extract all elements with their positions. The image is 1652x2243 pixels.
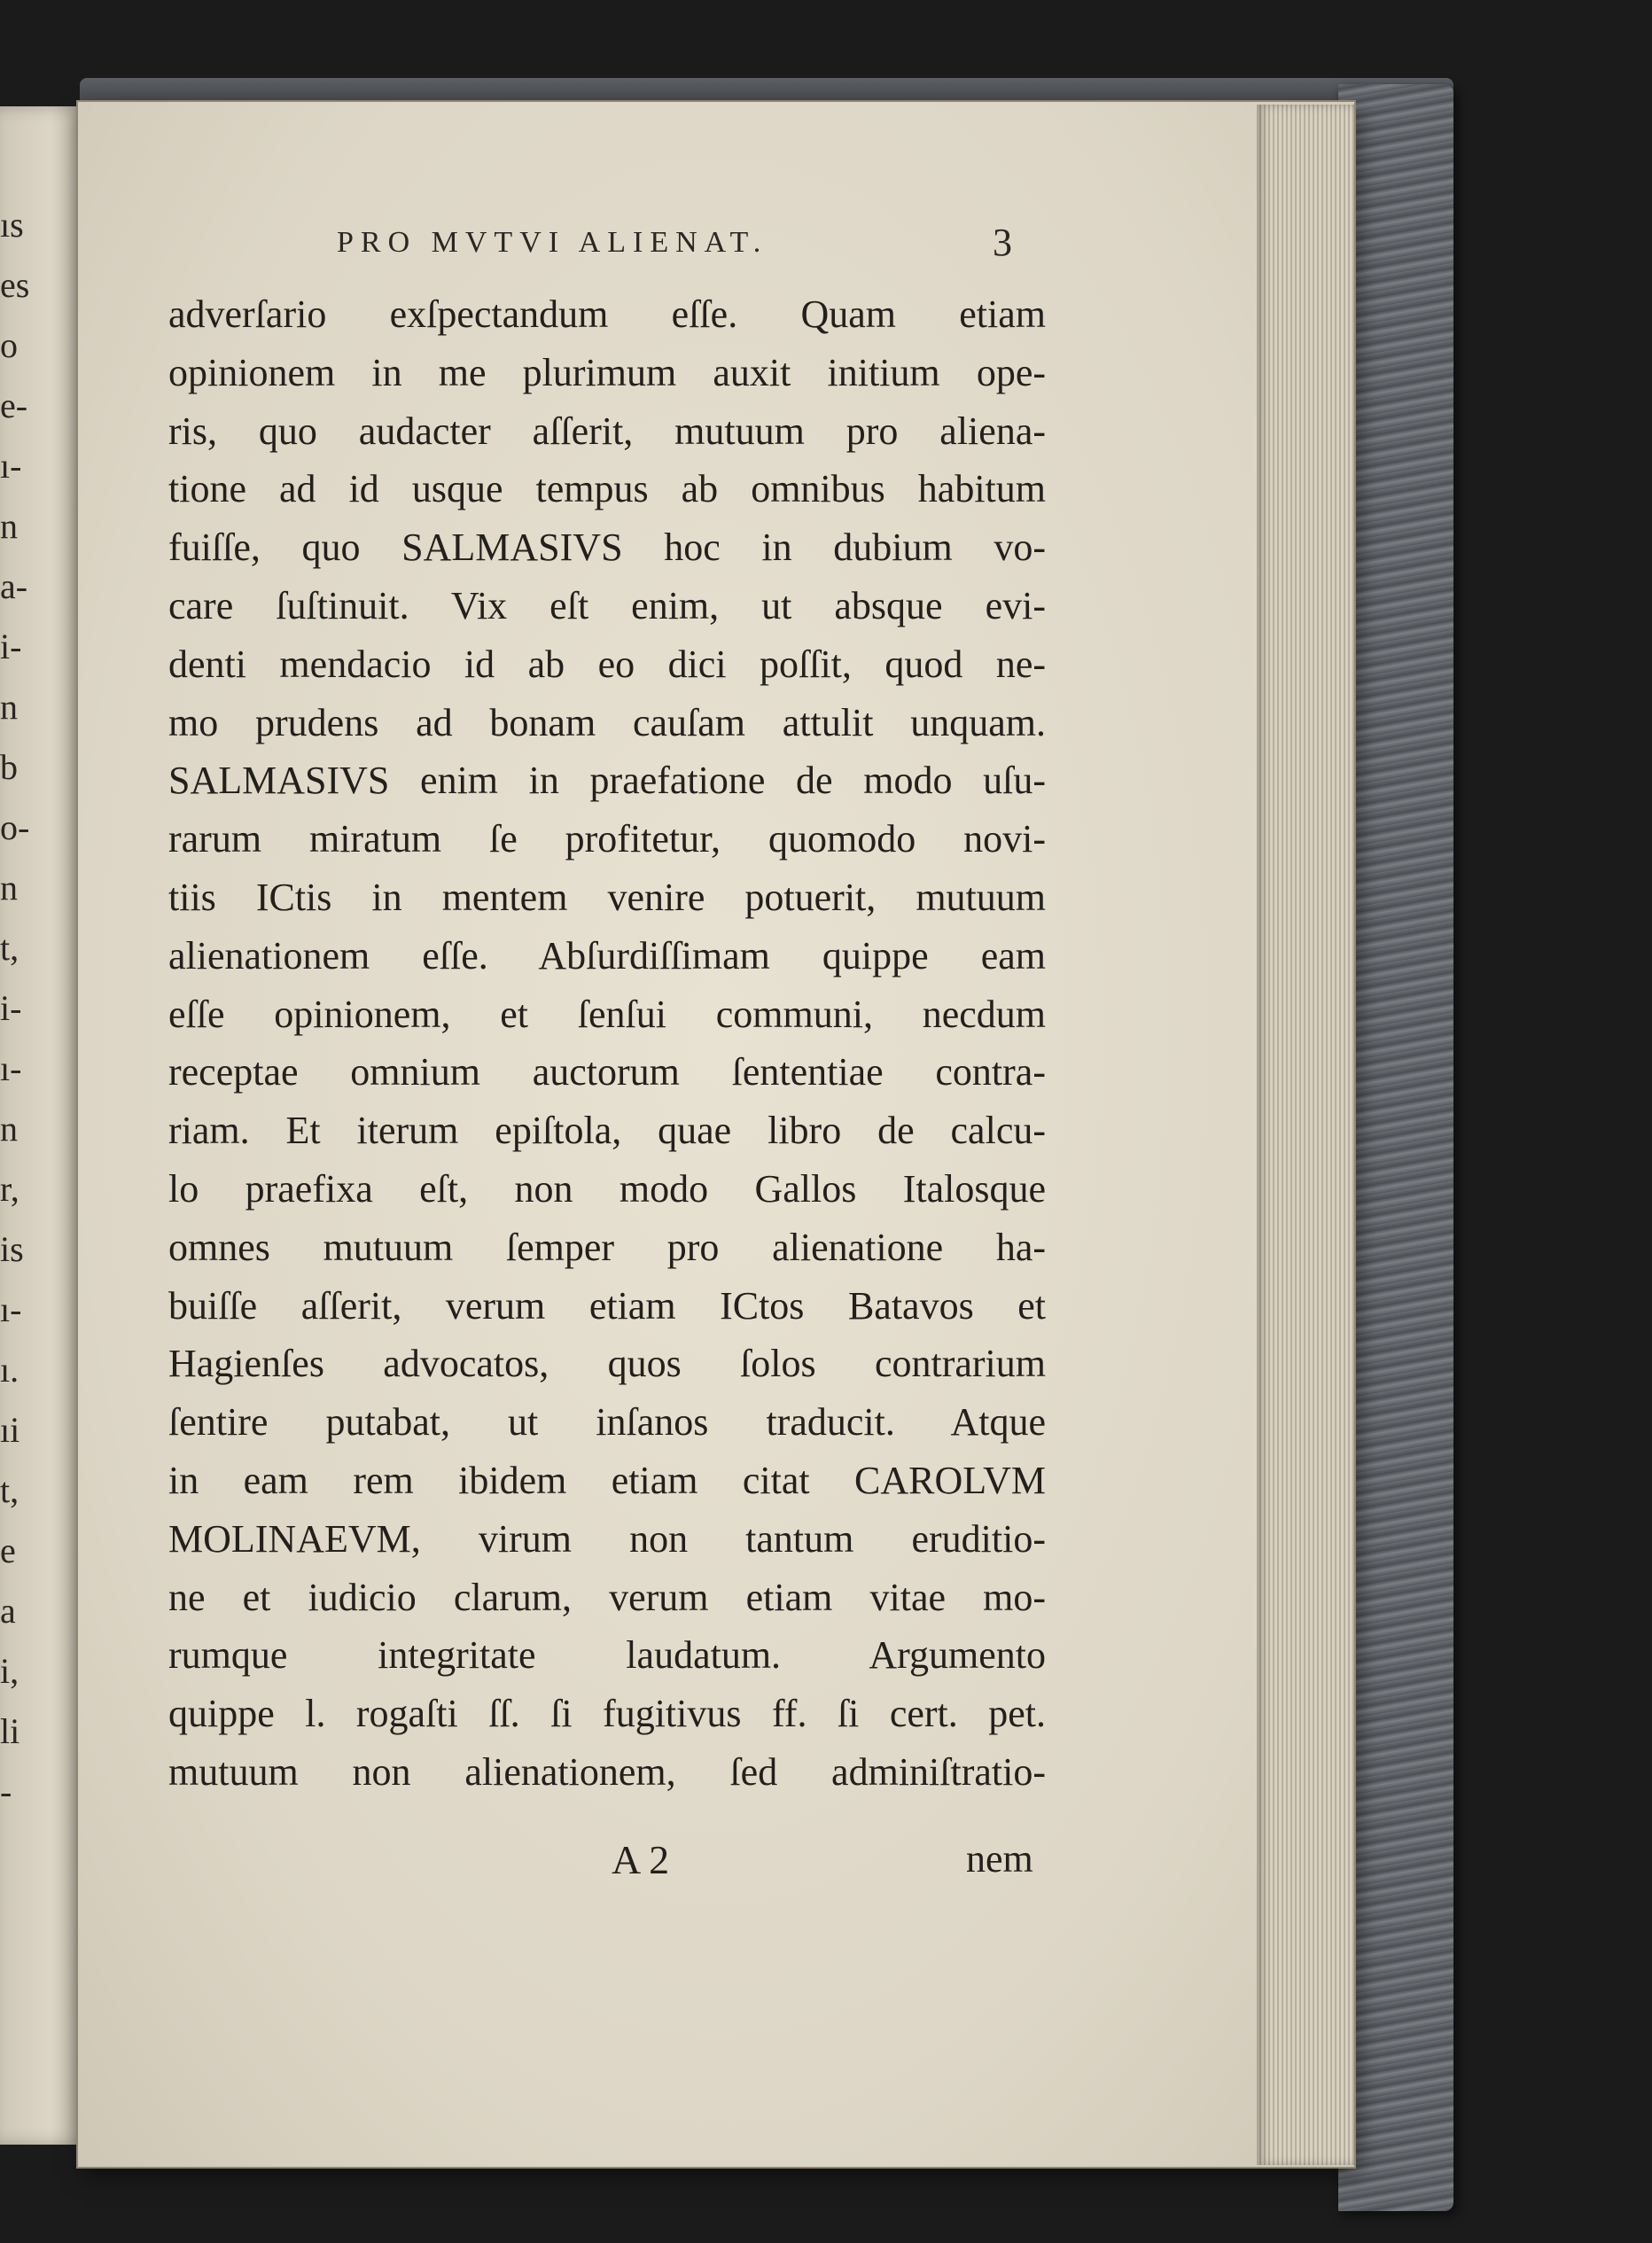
left-page-fragment: a [0, 1591, 16, 1631]
left-page-fragment: ı- [0, 1048, 22, 1088]
left-page-fragment: es [0, 265, 30, 305]
text-line: denti mendacio id ab eo dici poſſit, quod ne- [168, 642, 1046, 686]
text-line: quippe l. rogaſti ſſ. ſi fugitivus ff. ſi cert. pet. [168, 1692, 1046, 1736]
left-page-fragment: o- [0, 807, 30, 847]
left-page-fragment: i- [0, 627, 22, 666]
left-page-fragment: n [0, 1109, 18, 1149]
left-page-fragment: ıs [0, 205, 24, 245]
signature-mark: A 2 [612, 1837, 670, 1882]
text-line: care ſuſtinuit. Vix eſt enim, ut absque evi- [168, 583, 1046, 627]
page-number: 3 [993, 221, 1012, 264]
left-page-fragment: o [0, 325, 18, 365]
running-title: PRO MVTVI ALIENAT. [337, 226, 768, 259]
left-page-fragment: t, [0, 1470, 19, 1510]
text-line: rarum miratum ſe profitetur, quomodo novi- [168, 817, 1046, 861]
left-page-fragment: n [0, 506, 18, 546]
text-line: opinionem in me plurimum auxit initium ope- [168, 350, 1046, 394]
text-line: omnes mutuum ſemper pro alienatione ha- [168, 1225, 1046, 1269]
left-page-fragment: n [0, 687, 18, 727]
text-line: alienationem eſſe. Abſurdiſſimam quippe eam [168, 933, 1046, 977]
text-line: Hagienſes advocatos, quos ſolos contrarium [168, 1342, 1046, 1386]
left-page-edge [0, 106, 85, 2145]
catchword: nem [966, 1837, 1033, 1881]
text-line: eſſe opinionem, et ſenſui communi, necdum [168, 992, 1046, 1036]
left-page-fragment: b [0, 747, 18, 787]
text-line: tiis ICtis in mentem venire potuerit, mutuum [168, 875, 1046, 919]
left-page-fragment: ı- [0, 1289, 22, 1329]
left-page-fragment: ıi [0, 1410, 20, 1450]
left-page-fragment: n [0, 868, 18, 907]
text-line: rumque integritate laudatum. Argumento [168, 1633, 1046, 1678]
book-cover-right [1338, 84, 1453, 2211]
left-page-fragment: i, [0, 1651, 19, 1691]
text-line: in eam rem ibidem etiam citat CAROLVM [168, 1458, 1046, 1502]
left-page-fragment: a- [0, 566, 28, 606]
text-line: riam. Et iterum epiſtola, quae libro de calcu- [168, 1109, 1046, 1153]
text-line: adverſario exſpectandum eſſe. Quam etiam [168, 292, 1046, 336]
left-page-fragment: ı- [0, 446, 22, 486]
page-body [168, 285, 1046, 1802]
left-page-fragment: li [0, 1711, 20, 1751]
text-line: fuiſſe, quo SALMASIVS hoc in dubium vo- [168, 526, 1046, 570]
text-line: ris, quo audacter aſſerit, mutuum pro aliena- [168, 409, 1046, 453]
left-page-fragment: ı. [0, 1350, 19, 1390]
text-line: mutuum non alienationem, ſed adminiſtratio- [168, 1749, 1046, 1794]
text-line: lo praefixa eſt, non modo Gallos Italosque [168, 1166, 1046, 1211]
text-line: mo prudens ad bonam cauſam attulit unquam. [168, 700, 1046, 744]
text-line: receptae omnium auctorum ſententiae contra- [168, 1050, 1046, 1094]
text-line: buiſſe aſſerit, verum etiam ICtos Batavos et [168, 1283, 1046, 1328]
text-line: SALMASIVS enim in praefatione de modo uſu- [168, 759, 1046, 803]
left-page-fragment: r, [0, 1169, 19, 1209]
text-line: ſentire putabat, ut inſanos traducit. Atque [168, 1400, 1046, 1445]
left-page-fragment: t, [0, 928, 19, 968]
left-page-fragment: e- [0, 386, 28, 425]
left-page-fragment: e [0, 1530, 16, 1570]
page-block-edges [1257, 105, 1354, 2165]
left-page-fragment: is [0, 1229, 24, 1269]
text-line: ne et iudicio clarum, verum etiam vitae mo- [168, 1575, 1046, 1619]
left-page-fragment: - [0, 1772, 12, 1811]
text-line: MOLINAEVM, virum non tantum eruditio- [168, 1516, 1046, 1561]
left-page-fragment: i- [0, 988, 22, 1028]
text-line: tione ad id usque tempus ab omnibus habitum [168, 467, 1046, 511]
